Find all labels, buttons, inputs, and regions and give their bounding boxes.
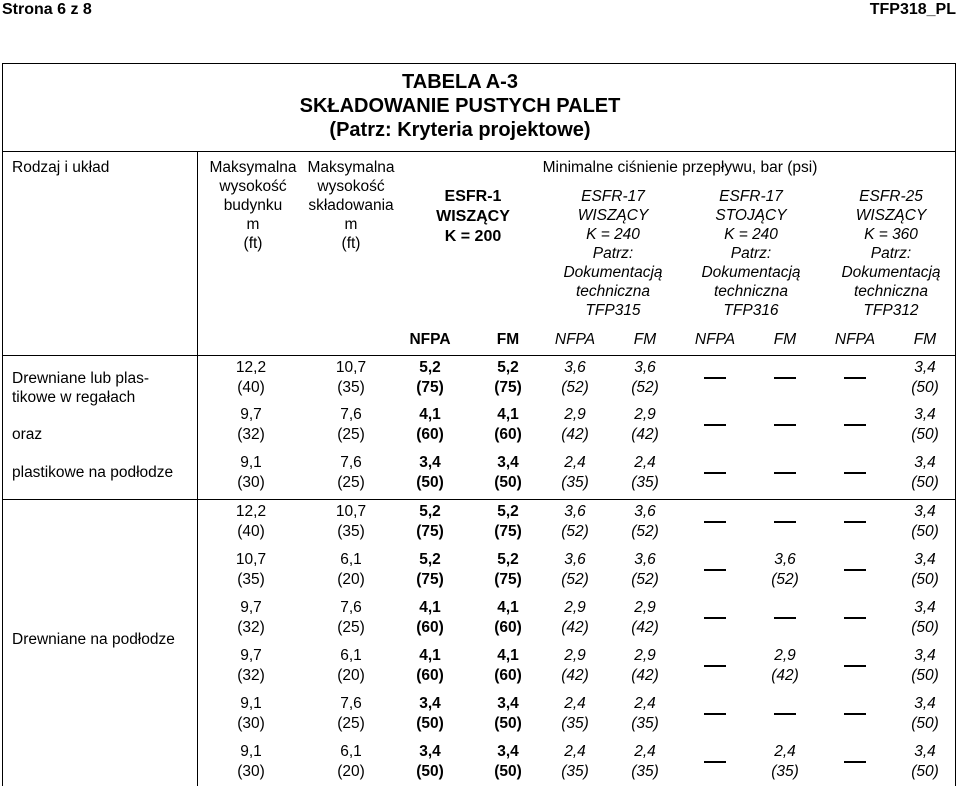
cell-pressure: 3,6 (52) [771,551,799,588]
sub-header-nfpa: NFPA [694,331,736,348]
cell-pressure: 3,4 (50) [416,743,444,780]
cell-pressure: 3,4 (50) [911,647,939,684]
rule-header-bottom [2,355,956,356]
cell-storage-height: 10,7 (35) [335,503,367,540]
cell-storage-height: 7,6 (25) [337,406,365,443]
cell-building-height: 9,7 (32) [237,647,265,684]
cell-pressure: 2,9 (42) [561,647,589,684]
rule-group-divider [2,499,956,500]
col-header-esfr17-upright: ESFR-17 STOJĄCY K = 240 Patrz: Dokumentacją techniczna TFP316 [701,188,801,319]
cell-pressure: 4,1 (60) [494,599,522,636]
cell-pressure: 5,2 (75) [494,551,522,588]
cell-pressure: 3,4 (50) [911,406,939,443]
cell-dash [704,761,726,763]
cell-dash [704,521,726,523]
cell-pressure: 2,9 (42) [631,599,659,636]
cell-dash [844,761,866,763]
sub-header-fm: FM [913,331,937,348]
cell-pressure: 4,1 (60) [416,406,444,443]
document-id: TFP318_PL [869,1,956,18]
sub-header-fm: FM [773,331,797,348]
cell-pressure: 3,4 (50) [416,454,444,491]
cell-storage-height: 6,1 (20) [337,647,365,684]
cell-pressure: 5,2 (75) [416,503,444,540]
sub-header-fm: FM [496,331,520,348]
cell-pressure: 3,4 (50) [494,695,522,732]
cell-pressure: 4,1 (60) [494,406,522,443]
cell-storage-height: 6,1 (20) [337,743,365,780]
cell-pressure: 2,4 (35) [561,695,589,732]
cell-storage-height: 7,6 (25) [337,599,365,636]
cell-pressure: 2,4 (35) [561,743,589,780]
cell-building-height: 9,1 (30) [237,695,265,732]
cell-dash [704,617,726,619]
col-header-esfr1: ESFR-1 WISZĄCY K = 200 [436,188,510,245]
cell-pressure: 3,6 (52) [631,551,659,588]
cell-dash [704,424,726,426]
cell-storage-height: 7,6 (25) [337,454,365,491]
cell-pressure: 2,9 (42) [631,647,659,684]
group-label-floor-plastic: plastikowe na podłodze [12,464,174,481]
cell-building-height: 10,7 (35) [235,551,267,588]
cell-dash [844,472,866,474]
cell-pressure: 3,4 (50) [911,599,939,636]
cell-pressure: 3,4 (50) [416,695,444,732]
title-line-3: (Patrz: Kryteria projektowe) [329,119,591,141]
cell-pressure: 3,4 (50) [494,454,522,491]
cell-pressure: 4,1 (60) [416,599,444,636]
sub-header-fm: FM [633,331,657,348]
cell-storage-height: 7,6 (25) [337,695,365,732]
cell-pressure: 3,6 (52) [561,503,589,540]
cell-building-height: 9,7 (32) [237,406,265,443]
col-header-building-height: Maksymalna wysokość budynku m (ft) [209,159,297,252]
cell-pressure: 4,1 (60) [416,647,444,684]
cell-pressure: 3,4 (50) [911,359,939,396]
cell-pressure: 5,2 (75) [494,503,522,540]
cell-pressure: 3,4 (50) [911,503,939,540]
group-label-floor-wood: Drewniane na podłodze [12,631,175,648]
cell-pressure: 3,6 (52) [631,503,659,540]
cell-pressure: 5,2 (75) [416,551,444,588]
cell-dash [774,713,796,715]
cell-dash [774,377,796,379]
sub-header-nfpa: NFPA [554,331,596,348]
cell-dash [844,665,866,667]
cell-building-height: 9,1 (30) [237,743,265,780]
col-header-pressure: Minimalne ciśnienie przepływu, bar (psi) [542,159,818,176]
cell-dash [844,617,866,619]
cell-dash [844,713,866,715]
col-header-esfr25: ESFR-25 WISZĄCY K = 360 Patrz: Dokumentacją techniczna TFP312 [841,188,941,319]
cell-pressure: 2,9 (42) [771,647,799,684]
cell-pressure: 3,4 (50) [911,551,939,588]
cell-building-height: 9,7 (32) [237,599,265,636]
cell-pressure: 3,6 (52) [631,359,659,396]
cell-dash [844,521,866,523]
group-label-and: oraz [12,426,43,443]
cell-pressure: 2,9 (42) [631,406,659,443]
cell-dash [774,521,796,523]
cell-dash [844,377,866,379]
cell-pressure: 4,1 (60) [494,647,522,684]
cell-storage-height: 10,7 (35) [335,359,367,396]
cell-pressure: 2,4 (35) [631,695,659,732]
cell-building-height: 12,2 (40) [235,503,267,540]
cell-pressure: 3,4 (50) [911,743,939,780]
page-number: Strona 6 z 8 [2,1,92,18]
col-header-type: Rodzaj i układ [12,159,110,176]
cell-pressure: 3,6 (52) [561,359,589,396]
page-header [0,0,960,22]
cell-pressure: 5,2 (75) [416,359,444,396]
cell-dash [844,569,866,571]
cell-pressure: 3,4 (50) [911,454,939,491]
cell-storage-height: 6,1 (20) [337,551,365,588]
cell-pressure: 3,4 (50) [494,743,522,780]
sub-header-nfpa: NFPA [409,331,451,348]
cell-building-height: 12,2 (40) [235,359,267,396]
col-header-esfr17-pendent: ESFR-17 WISZĄCY K = 240 Patrz: Dokumentacją techniczna TFP315 [563,188,663,319]
cell-pressure: 2,9 (42) [561,406,589,443]
rule-header-top [2,151,956,152]
title-line-2: SKŁADOWANIE PUSTYCH PALET [299,95,621,117]
cell-pressure: 3,4 (50) [911,695,939,732]
cell-pressure: 2,4 (35) [771,743,799,780]
cell-dash [774,424,796,426]
cell-dash [774,472,796,474]
cell-building-height: 9,1 (30) [237,454,265,491]
cell-dash [704,569,726,571]
title-line-1: TABELA A-3 [402,71,518,93]
cell-pressure: 2,9 (42) [561,599,589,636]
sub-header-nfpa: NFPA [834,331,876,348]
cell-dash [774,617,796,619]
cell-pressure: 5,2 (75) [494,359,522,396]
cell-dash [704,713,726,715]
col-header-storage-height: Maksymalna wysokość składowania m (ft) [307,159,395,252]
cell-dash [704,472,726,474]
cell-dash [704,377,726,379]
cell-pressure: 2,4 (35) [561,454,589,491]
cell-pressure: 2,4 (35) [631,743,659,780]
cell-pressure: 2,4 (35) [631,454,659,491]
group-label-racks: Drewniane lub plas- tikowe w regałach [12,370,149,406]
table-title [200,70,720,142]
cell-dash [844,424,866,426]
cell-dash [704,665,726,667]
cell-pressure: 3,6 (52) [561,551,589,588]
